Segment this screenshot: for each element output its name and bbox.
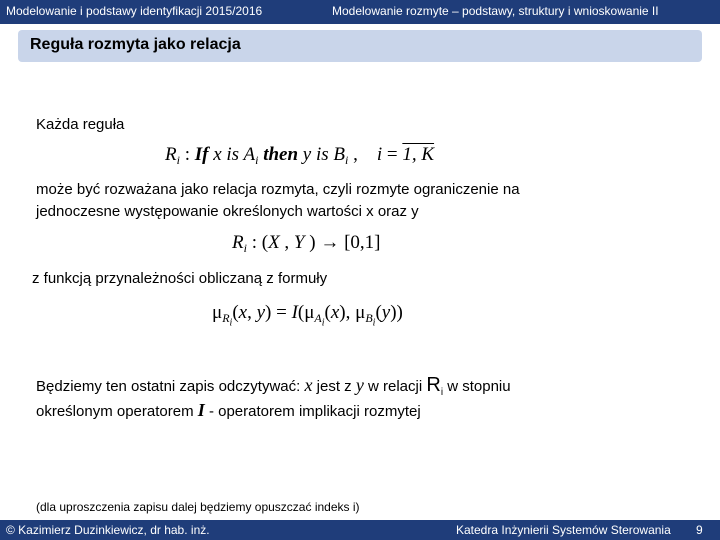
slide-title-bar — [18, 30, 702, 62]
formula-rule: $R_i$ : If x is $A_i$ then y is $B_i$ , i = 1, K — [165, 144, 435, 167]
formula-membership: $\mu_{R_i}(x$, $y) = I(\mu_{A_i}(x)$, $\mu_{B_i}(y)$) — [212, 302, 403, 329]
reading-text-b: jest z — [316, 378, 352, 395]
slide-title: Reguła rozmyta jako relacja — [30, 36, 241, 53]
header-bar — [0, 0, 720, 24]
text-relation-1: może być rozważana jako relacja rozmyta, czyli rozmyte ograniczenie na — [36, 181, 520, 198]
reading-text-d: w stopniu — [447, 378, 511, 395]
symbol-I: I — [197, 400, 205, 420]
text-reading-2 — [36, 400, 421, 421]
text-reading-1 — [36, 374, 511, 398]
reading-text-e: określonym operatorem — [36, 403, 194, 420]
footer-department: Katedra Inżynierii Systemów Sterowania — [456, 523, 671, 537]
page-number: 9 — [696, 523, 703, 537]
text-relation-2: jednoczesne występowanie określonych wartości x oraz y — [36, 203, 419, 220]
footnote: (dla uproszczenia zapisu dalej będziemy opuszczać indeks i) — [36, 500, 360, 514]
reading-text-f: - operatorem implikacji rozmytej — [208, 403, 421, 420]
symbol-R-sub: i — [440, 387, 444, 398]
lecture-title: Modelowanie rozmyte – podstawy, struktury i wnioskowanie II — [332, 4, 659, 18]
symbol-y: y — [355, 375, 364, 395]
footer-bar — [0, 520, 720, 540]
text-membership: z funkcją przynależności obliczaną z formuły — [32, 270, 328, 287]
footer-author: © Kazimierz Duzinkiewicz, dr hab. inż. — [6, 523, 210, 537]
formula-relation: $R_i$ : (X , Y ) → [0,1] — [232, 232, 381, 255]
course-title: Modelowanie i podstawy identyfikacji 2015/2016 — [6, 4, 263, 18]
text-intro: Każda reguła — [36, 116, 125, 133]
reading-text-a: Będziemy ten ostatni zapis odczytywać: — [36, 378, 301, 395]
reading-text-c: w relacji — [368, 378, 423, 395]
symbol-R: R — [426, 374, 441, 396]
symbol-x: x — [304, 375, 313, 395]
